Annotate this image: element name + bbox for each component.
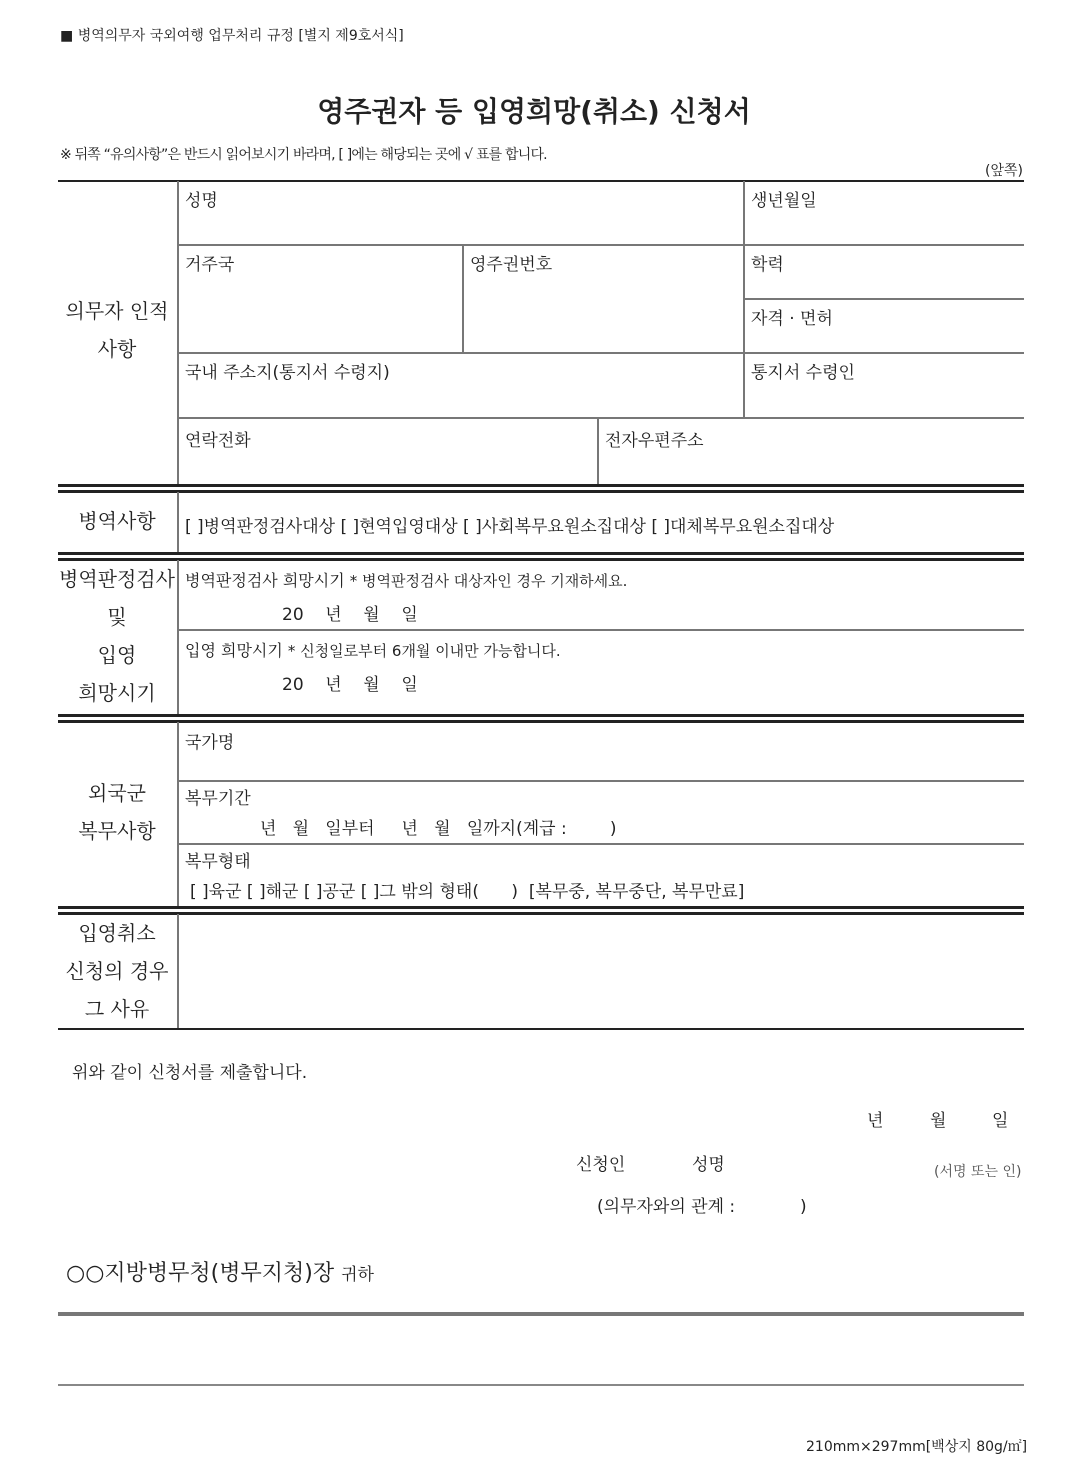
row-line: [178, 780, 1024, 782]
applicant-name-label: 성명: [692, 1155, 725, 1175]
enlist-hope-label-text: 입영 희망시기: [185, 641, 283, 660]
row-line: [178, 629, 1024, 631]
cancel-reason-field[interactable]: [182, 918, 1018, 1024]
statement-text: 위와 같이 신청서를 제출합니다.: [72, 1063, 308, 1083]
form-reference: [60, 25, 404, 45]
footer-rule-thick: [58, 1312, 1024, 1316]
hope-divider: [177, 560, 179, 714]
hope-heading-line4: 희망시기: [78, 681, 156, 705]
cancel-heading-line3: 그 사유: [84, 997, 150, 1021]
military-options[interactable]: [ ]병역판정검사대상 [ ]현역입영대상 [ ]사회복무요원소집대상 [ ]대체복무요원소집대상: [185, 517, 835, 537]
cancel-heading: [58, 914, 176, 1028]
name-label: 성명: [185, 191, 218, 211]
form-title: 영주권자 등 입영희망(취소) 신청서: [317, 95, 751, 128]
personal-divider: [177, 181, 179, 484]
date-day-label: 일: [992, 1111, 1009, 1131]
country-name-field[interactable]: [182, 752, 1018, 776]
form-reference-mark: ■: [60, 28, 74, 44]
address-label: 국내 주소지(통지서 수령지): [185, 363, 390, 383]
row-line: [744, 298, 1024, 300]
period-label: 복무기간: [185, 789, 251, 809]
section-divider: [58, 484, 1024, 493]
applicant-label: 신청인: [576, 1155, 626, 1175]
country-name-label: 국가명: [185, 733, 235, 753]
exam-hope-date[interactable]: 20 년 월 일: [282, 605, 418, 625]
name-field[interactable]: [182, 212, 738, 240]
pr-number-field[interactable]: [467, 276, 739, 346]
row-line: [178, 244, 1024, 246]
recipient: [66, 1256, 374, 1287]
enlist-hope-date[interactable]: 20 년 월 일: [282, 675, 418, 695]
cancel-divider: [177, 914, 179, 1028]
applicant-name-field[interactable]: [740, 1148, 920, 1174]
exam-hope-label-text: 병역판정검사 희망시기: [185, 571, 345, 590]
pr-number-label: 영주권번호: [470, 255, 553, 275]
personal-heading-line1: 의무자 인적: [65, 299, 169, 323]
relation-text[interactable]: (의무자와의 관계 : ): [597, 1197, 807, 1217]
recipient-office: ○○지방병무청(병무지청)장: [66, 1261, 335, 1286]
bottom-border: [58, 1028, 1024, 1030]
phone-label: 연락전화: [185, 431, 251, 451]
enlist-hope-note: * 신청일로부터 6개월 이내만 가능합니다.: [287, 642, 561, 660]
birth-field[interactable]: [748, 212, 1018, 240]
country-field[interactable]: [182, 276, 458, 346]
page-side: (앞쪽): [985, 163, 1023, 179]
hope-heading-line2: 및: [107, 605, 127, 629]
notice-text: ※ 뒤쪽 “유의사항”은 반드시 읽어보시기 바라며, [ ]에는 해당되는 곳에 √ 표를 합니다.: [60, 147, 547, 163]
form-reference-text: 병역의무자 국외여행 업무처리 규정 [별지 제9호서식]: [77, 28, 404, 44]
email-label: 전자우편주소: [605, 431, 704, 451]
section-divider: [58, 906, 1024, 915]
row-line: [178, 417, 1024, 419]
receiver-label: 통지서 수령인: [751, 363, 855, 383]
service-type-options[interactable]: [ ]육군 [ ]해군 [ ]공군 [ ]그 밖의 형태( ) [복무중, 복무중단, 복무만료]: [190, 882, 745, 902]
address-field[interactable]: [182, 384, 738, 412]
exam-hope-note: * 병역판정검사 대상자인 경우 기재하세요.: [349, 572, 628, 590]
hope-heading: [58, 560, 176, 712]
section-divider: [58, 552, 1024, 561]
row-line: [178, 843, 1024, 845]
foreign-heading: [58, 774, 176, 850]
receiver-field[interactable]: [748, 384, 1018, 412]
service-type-label: 복무형태: [185, 852, 251, 872]
education-field[interactable]: [820, 250, 1018, 290]
col-divider-email: [597, 418, 599, 484]
foreign-divider: [177, 722, 179, 906]
personal-heading-line2: 사항: [97, 337, 137, 361]
section-divider: [58, 714, 1024, 723]
personal-heading: [58, 292, 176, 368]
date-year-label: 년: [867, 1111, 884, 1131]
date-month-label: 월: [930, 1111, 947, 1131]
cancel-heading-line2: 신청의 경우: [65, 959, 169, 983]
military-heading: 병역사항: [78, 509, 156, 533]
period-text[interactable]: 년 월 일부터 년 월 일까지(계급 : ): [260, 819, 617, 839]
foreign-heading-line1: 외국군: [88, 781, 146, 805]
paper-spec: 210mm×297mm[백상지 80g/㎡]: [806, 1439, 1028, 1455]
recipient-suffix: 귀하: [341, 1265, 374, 1285]
row-line: [178, 352, 1024, 354]
enlist-hope-label: [185, 638, 561, 661]
exam-hope-label: [185, 568, 627, 591]
phone-field[interactable]: [182, 452, 592, 480]
signature-mark[interactable]: (서명 또는 인): [934, 1164, 1022, 1180]
foreign-heading-line2: 복무사항: [78, 819, 156, 843]
military-divider: [177, 492, 179, 552]
hope-heading-line3: 입영: [97, 643, 137, 667]
license-field[interactable]: [840, 304, 1018, 344]
top-border: [58, 180, 1024, 182]
footer-rule-thin: [58, 1384, 1024, 1386]
license-label: 자격 · 면허: [751, 309, 833, 329]
hope-heading-line1: 병역판정검사: [59, 567, 175, 591]
birth-label: 생년월일: [751, 191, 817, 211]
education-label: 학력: [751, 255, 784, 275]
email-field[interactable]: [602, 452, 1018, 480]
col-divider-mid: [462, 245, 464, 352]
cancel-heading-line1: 입영취소: [78, 921, 156, 945]
country-label: 거주국: [185, 255, 235, 275]
